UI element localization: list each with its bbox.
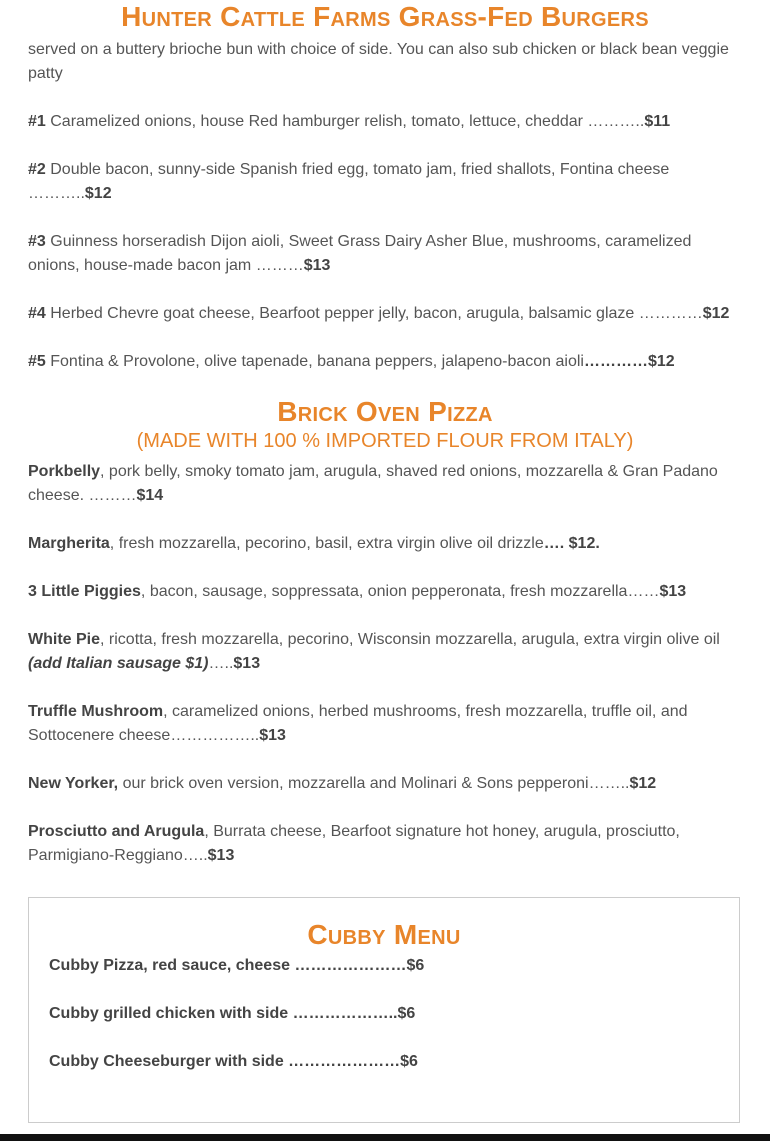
burger-description: Fontina & Provolone, olive tapenade, banana peppers, jalapeno-bacon aioli [45,353,584,370]
pizza-item-porkbelly [28,460,742,508]
burger-price: …………$12 [583,353,675,370]
burgers-heading: Hunter Cattle Farms Grass-Fed Burgers [121,1,649,32]
burger-item-5 [28,350,742,374]
burger-item-4 [28,302,742,326]
burger-item-2 [28,158,742,206]
pizza-heading: Brick Oven Pizza [277,396,493,427]
cubby-list [29,954,739,1074]
pizza-name: 3 Little Piggies [28,583,141,600]
burger-number: #1 [28,113,46,130]
pizza-price: $13 [259,727,286,744]
pizza-name: White Pie [28,631,101,648]
pizza-name: New Yorker, [28,775,119,792]
burger-price: $12 [702,305,730,322]
pizza-name: Margherita [28,535,110,552]
pizza-description: our brick oven version, mozzarella and Molinari & Sons pepperoni…….. [118,775,630,792]
pizza-price: …. $12. [543,535,600,552]
pizza-dots: ….. [208,655,234,672]
pizza-subtitle: (MADE WITH 100 % IMPORTED FLOUR FROM ITALY) [136,430,634,452]
burger-item-1 [28,110,742,134]
cubby-item: Cubby grilled chicken with side ………………..$6 [49,1005,416,1022]
menu-content [28,0,742,868]
pizza-price: $13 [659,583,687,600]
pizza-name: Prosciutto and Arugula [28,823,205,840]
burgers-intro: served on a buttery brioche bun with choice of side. You can also sub chicken or black bean veggie patty [28,41,729,82]
burger-item-3 [28,230,742,278]
pizza-item-little-piggies [28,580,742,604]
burger-description: Herbed Chevre goat cheese, Bearfoot pepper jelly, bacon, arugula, balsamic glaze ………… [45,305,703,322]
pizza-description: , pork belly, smoky tomato jam, arugula, shaved red onions, mozzarella & Gran Padano cheese. ……… [28,463,718,504]
cubby-item: Cubby Pizza, red sauce, cheese …………………$6 [49,957,425,974]
pizza-price: $14 [136,487,164,504]
footer-bar [0,1134,770,1141]
pizza-description: , fresh mozzarella, pecorino, basil, extra virgin olive oil drizzle [109,535,544,552]
pizza-description: , caramelized onions, herbed mushrooms, fresh mozzarella, truffle oil, and Sottocenere cheese…………….. [28,703,688,744]
cubby-item: Cubby Cheeseburger with side …………………$6 [49,1053,418,1070]
burger-price: $12 [84,185,112,202]
pizza-name: Porkbelly [28,463,101,480]
cubby-menu-box [28,897,740,1123]
burger-number: #4 [28,305,46,322]
pizza-item-white-pie [28,628,742,676]
burger-price: $13 [303,257,331,274]
pizza-description: , bacon, sausage, soppressata, onion pepperonata, fresh mozzarella…… [140,583,660,600]
pizza-name: Truffle Mushroom [28,703,164,720]
burger-number: #3 [28,233,46,250]
burger-description: Double bacon, sunny-side Spanish fried egg, tomato jam, fried shallots, Fontina cheese ……….. [28,161,670,202]
burger-description: Caramelized onions, house Red hamburger relish, tomato, lettuce, cheddar ……….. [45,113,645,130]
pizza-description: , ricotta, fresh mozzarella, pecorino, Wisconsin mozzarella, arugula, extra virgin olive oil [100,631,720,648]
pizza-item-truffle-mushroom [28,700,742,748]
pizza-item-prosciutto-arugula [28,820,742,868]
burger-price: $11 [644,113,671,130]
pizza-price: $13 [233,655,261,672]
cubby-heading: Cubby Menu [307,919,461,950]
pizza-description: , Burrata cheese, Bearfoot signature hot honey, arugula, prosciutto, Parmigiano-Reggiano….. [28,823,680,864]
burger-description: Guinness horseradish Dijon aioli, Sweet Grass Dairy Asher Blue, mushrooms, caramelized onions, house-made bacon jam ……… [28,233,692,274]
pizza-item-margherita [28,532,742,556]
pizza-price: $12 [629,775,657,792]
burger-number: #2 [28,161,46,178]
pizza-price: $13 [207,847,235,864]
pizza-addon: (add Italian sausage $1) [28,655,209,672]
burger-number: #5 [28,353,46,370]
pizza-item-new-yorker [28,772,742,796]
